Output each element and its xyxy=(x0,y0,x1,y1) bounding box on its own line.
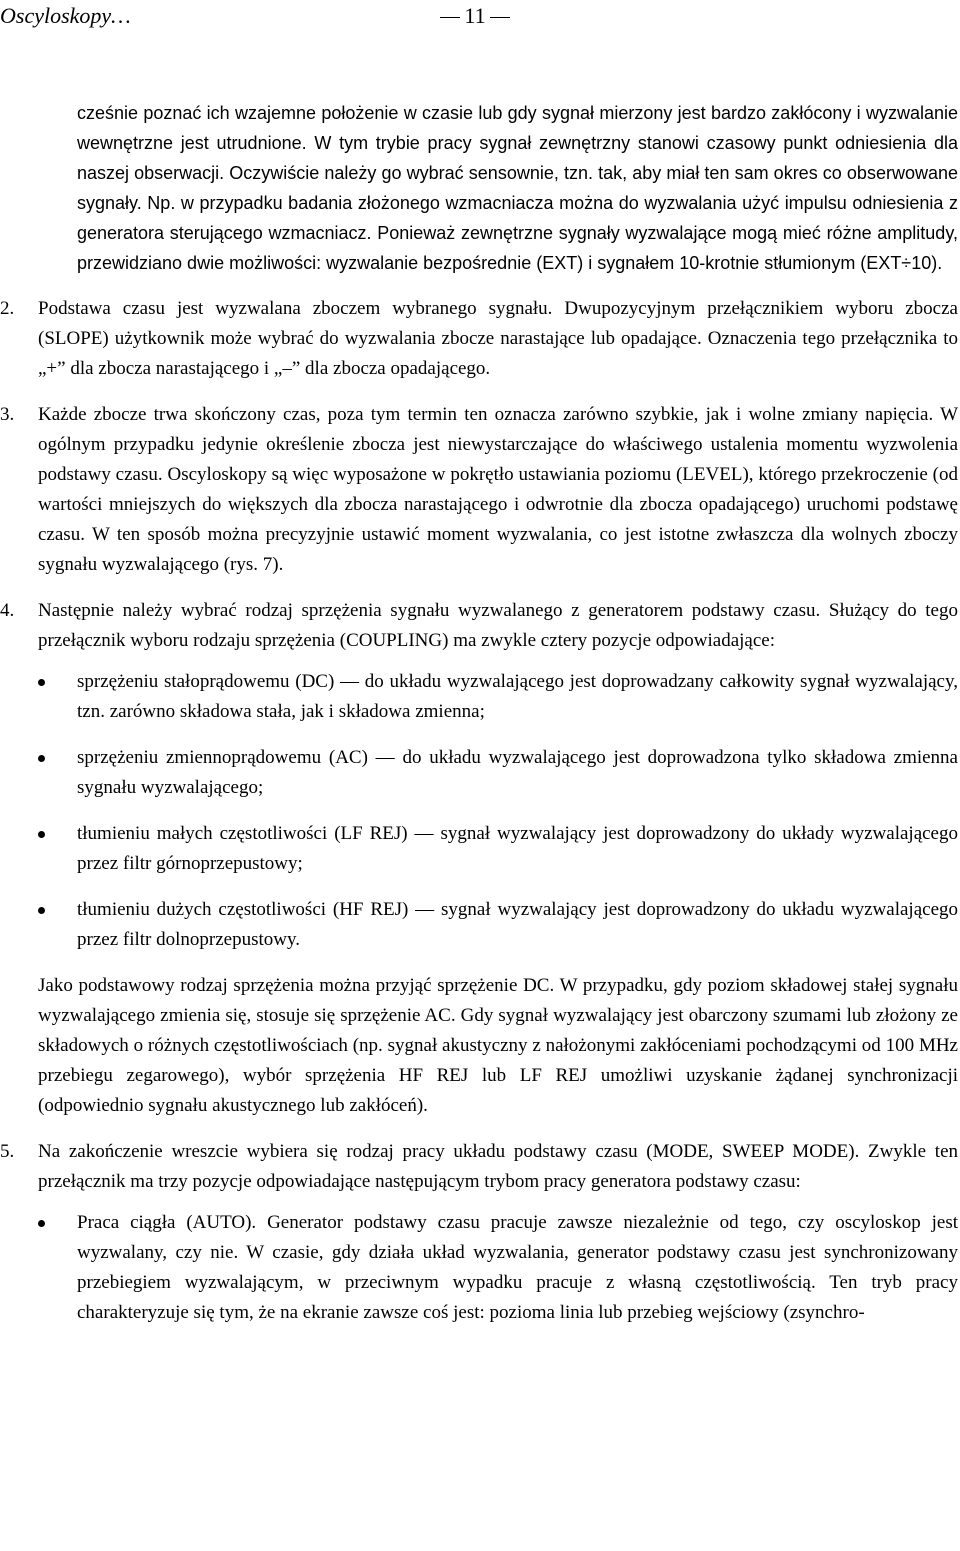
item-number: 5. xyxy=(0,1141,15,1162)
item-number: 4. xyxy=(0,600,15,621)
bullet-icon xyxy=(38,831,45,838)
item-number: 3. xyxy=(0,404,15,425)
bullet-text: tłumieniu małych częstotliwości (LF REJ) — sygnał wyzwalający jest doprowadzony do układy wyzwalającego przez filtr górnoprzepustowy; xyxy=(77,823,958,874)
list-item xyxy=(38,1208,958,1328)
item-text: Następnie należy wybrać rodzaj sprzężenia sygnału wyzwalanego z generatorem podstawy czasu. Służący do tego przełącznik wyboru rodzaju sprzężenia (COUPLING) ma zwykle cztery pozycje odpowiadające: xyxy=(38,600,958,651)
bullet-text: sprzężeniu stałoprądowemu (DC) — do układu wyzwalającego jest doprowadzany całkowity sygnał wyzwalający, tzn. zarówno składowa stała, jak i składowa zmienna; xyxy=(77,671,958,722)
bullet-icon xyxy=(38,755,45,762)
bullet-icon xyxy=(38,907,45,914)
item-text: Podstawa czasu jest wyzwalana zboczem wybranego sygnału. Dwupozycyjnym przełącznikiem wyboru zbocza (SLOPE) użytkownik może wybrać do wyzwalania zbocze narastające lub opadające. Oznaczenia tego przełącznika to „+” dla zbocza narastającego i „–” dla zbocza opadającego. xyxy=(38,298,958,379)
bullet-text: tłumieniu dużych częstotliwości (HF REJ) — sygnał wyzwalający jest doprowadzony do układu wyzwalającego przez filtr dolnoprzepustowy. xyxy=(77,899,958,950)
item-text: Na zakończenie wreszcie wybiera się rodzaj pracy układu podstawy czasu (MODE, SWEEP MODE). Zwykle ten przełącznik ma trzy pozycje odpowiadające następującym trybom pracy generatora podstawy czasu: xyxy=(38,1141,958,1192)
list-item-3 xyxy=(0,400,958,580)
list-item-2 xyxy=(0,294,958,384)
page-header xyxy=(0,3,960,33)
list-item xyxy=(38,743,958,803)
item-text: Każde zbocze trwa skończony czas, poza tym termin ten oznacza zarówno szybkie, jak i wolne zmiany napięcia. W ogólnym przypadku jedynie określenie zbocza jest niewystarczające do właściwego ustalenia momentu wyzwolenia podstawy czasu. Oscyloskopy są więc wyposażone w pokrętło ustawiania poziomu (LEVEL), którego przekroczenie (od wartości mniejszych do większych dla zbocza narastającego i odwrotnie dla zbocza opadającego) uruchomi podstawę czasu. W ten sposób można precyzyjnie ustawić moment wyzwalania, co jest istotne zwłaszcza dla wolnych zboczy sygnału wyzwalającego (rys. 7). xyxy=(38,404,958,575)
page-number-text: 11 xyxy=(464,3,486,28)
intro-paragraph: cześnie poznać ich wzajemne położenie w czasie lub gdy sygnał mierzony jest bardzo zakłócony i wyzwalanie wewnętrzne jest utrudnione. W tym trybie pracy sygnał zewnętrzny stanowi czasowy punkt odniesienia dla naszej obserwacji. Oczywiście należy go wybrać sensownie, tzn. tak, aby miał ten sam okres co obserwowane sygnały. Np. w przypadku badania złożonego wzmacniacza można do wyzwalania użyć impulsu odniesienia z generatora sterującego wzmacniacz. Ponieważ zewnętrzne sygnały wyzwalające mogą mieć różne amplitudy, przewidziano dwie możliwości: wyzwalanie bezpośrednie (EXT) i sygnałem 10-krotnie stłumionym (EXT÷10). xyxy=(77,103,958,273)
document-body xyxy=(0,98,958,1344)
running-title: Oscyloskopy… xyxy=(0,3,131,28)
coupling-list xyxy=(38,667,958,955)
bullet-icon xyxy=(38,679,45,686)
list-item-5 xyxy=(0,1137,958,1197)
item-number: 2. xyxy=(0,298,15,319)
mode-list xyxy=(38,1208,958,1328)
list-item xyxy=(38,895,958,955)
page-number xyxy=(440,3,510,29)
coupling-summary: Jako podstawowy rodzaj sprzężenia można przyjąć sprzężenie DC. W przypadku, gdy poziom składowej stałej sygnału wyzwalającego zmienia się, stosuje się sprzężenie AC. Gdy sygnał wyzwalający jest obarczony szumami lub złożony ze składowych o różnych częstotliwościach (np. sygnał akustyczny z nałożonymi zakłóceniami pochodzącymi od 100 MHz przebiegu zegarowego), wybór sprzężenia HF REJ lub LF REJ umożliwi uzyskanie żądanej synchronizacji (odpowiednio sygnału akustycznego lub zakłóceń). xyxy=(38,975,958,1116)
bullet-text: sprzężeniu zmiennoprądowemu (AC) — do układu wyzwalającego jest doprowadzona tylko składowa zmienna sygnału wyzwalającego; xyxy=(77,747,958,798)
list-item-4 xyxy=(0,596,958,656)
list-item xyxy=(38,819,958,879)
bullet-icon xyxy=(38,1220,45,1227)
bullet-text: Praca ciągła (AUTO). Generator podstawy czasu pracuje zawsze niezależnie od tego, czy oscyloskop jest wyzwalany, czy nie. W czasie, gdy działa układ wyzwalania, generator podstawy czasu jest synchronizowany przebiegiem wyzwalającym, w przeciwnym wypadku pracuje z własną częstotliwością. Ten tryb pracy charakteryzuje się tym, że na ekranie zawsze coś jest: pozioma linia lub przebieg wejściowy (zsynchro- xyxy=(77,1212,958,1323)
list-item xyxy=(38,667,958,727)
